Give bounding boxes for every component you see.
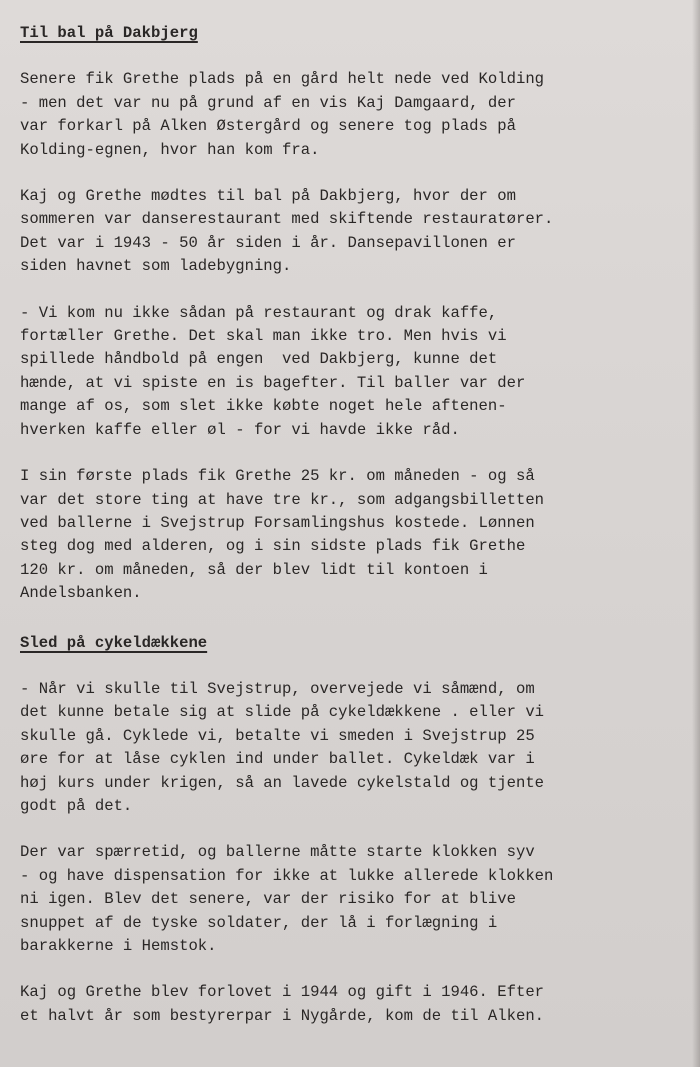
- text-line: - og have dispensation for ikke at lukke allerede klokken: [20, 866, 554, 885]
- text-line: - Når vi skulle til Svejstrup, overvejede vi såmænd, om: [20, 679, 535, 698]
- text-line: Kaj og Grethe blev forlovet i 1944 og gift i 1946. Efter: [20, 983, 545, 1002]
- text-line: var forkarl på Alken Østergård og senere tog plads på: [20, 117, 516, 136]
- text-line: - Vi kom nu ikke sådan på restaurant og drak kaffe,: [20, 303, 498, 322]
- paragraph-4: [16, 465, 690, 605]
- text-line: spillede håndbold på engen ved Dakbjerg, kunne det: [20, 350, 498, 369]
- paragraph-3: [16, 302, 690, 442]
- text-line: snuppet af de tyske soldater, der lå i forlægning i: [20, 913, 498, 932]
- paragraph-6: [16, 841, 690, 958]
- text-line: I sin første plads fik Grethe 25 kr. om måneden - og så: [20, 467, 535, 486]
- text-line: ved ballerne i Svejstrup Forsamlingshus kostede. Lønnen: [20, 513, 535, 532]
- text-line: fortæller Grethe. Det skal man ikke tro. Men hvis vi: [20, 327, 507, 346]
- text-line: 120 kr. om måneden, så der blev lidt til kontoen i: [20, 560, 488, 579]
- text-line: - men det var nu på grund af en vis Kaj Damgaard, der: [20, 93, 516, 112]
- text-line: godt på det.: [20, 796, 133, 815]
- text-line: skulle gå. Cyklede vi, betalte vi smeden i Svejstrup 25: [20, 726, 535, 745]
- heading-sled-paa-cykeldaekkene: Sled på cykeldækkene: [20, 633, 208, 652]
- text-line: hænde, at vi spiste en is bagefter. Til baller var der: [20, 373, 526, 392]
- text-line: Andelsbanken.: [20, 584, 142, 603]
- text-line: barakkerne i Hemstok.: [20, 937, 217, 955]
- text-line: siden havnet som ladebygning.: [20, 257, 292, 276]
- paragraph-2: [16, 185, 690, 279]
- text-line: øre for at låse cyklen ind under ballet. Cykeldæk var i: [20, 750, 535, 769]
- paragraph-5: [16, 678, 690, 818]
- text-line: høj kurs under krigen, så an lavede cykelstald og tjente: [20, 773, 545, 792]
- text-line: Kolding-egnen, hvor han kom fra.: [20, 140, 320, 159]
- text-line: sommeren var danserestaurant med skiftende restauratører.: [20, 210, 554, 229]
- text-line: Det var i 1943 - 50 år siden i år. Dansepavillonen er: [20, 233, 516, 252]
- text-line: ni igen. Blev det senere, var der risiko for at blive: [20, 890, 516, 909]
- text-line: Senere fik Grethe plads på en gård helt nede ved Kolding: [20, 70, 545, 89]
- page-edge-shadow: [692, 0, 700, 1067]
- text-line: steg dog med alderen, og i sin sidste plads fik Grethe: [20, 537, 526, 556]
- paragraph-1: [16, 68, 690, 162]
- text-line: Der var spærretid, og ballerne måtte starte klokken syv: [20, 843, 535, 862]
- paragraph-7: [16, 981, 690, 1028]
- text-line: mange af os, som slet ikke købte noget hele aftenen-: [20, 397, 507, 416]
- text-line: Kaj og Grethe mødtes til bal på Dakbjerg, hvor der om: [20, 187, 516, 206]
- text-line: hverken kaffe eller øl - for vi havde ikke råd.: [20, 420, 460, 439]
- heading-til-bal: Til bal på Dakbjerg: [20, 24, 198, 42]
- text-line: det kunne betale sig at slide på cykeldækkene . eller vi: [20, 703, 545, 722]
- text-line: var det store ting at have tre kr., som adgangsbilletten: [20, 490, 545, 509]
- text-line: et halvt år som bestyrerpar i Nygårde, kom de til Alken.: [20, 1006, 545, 1025]
